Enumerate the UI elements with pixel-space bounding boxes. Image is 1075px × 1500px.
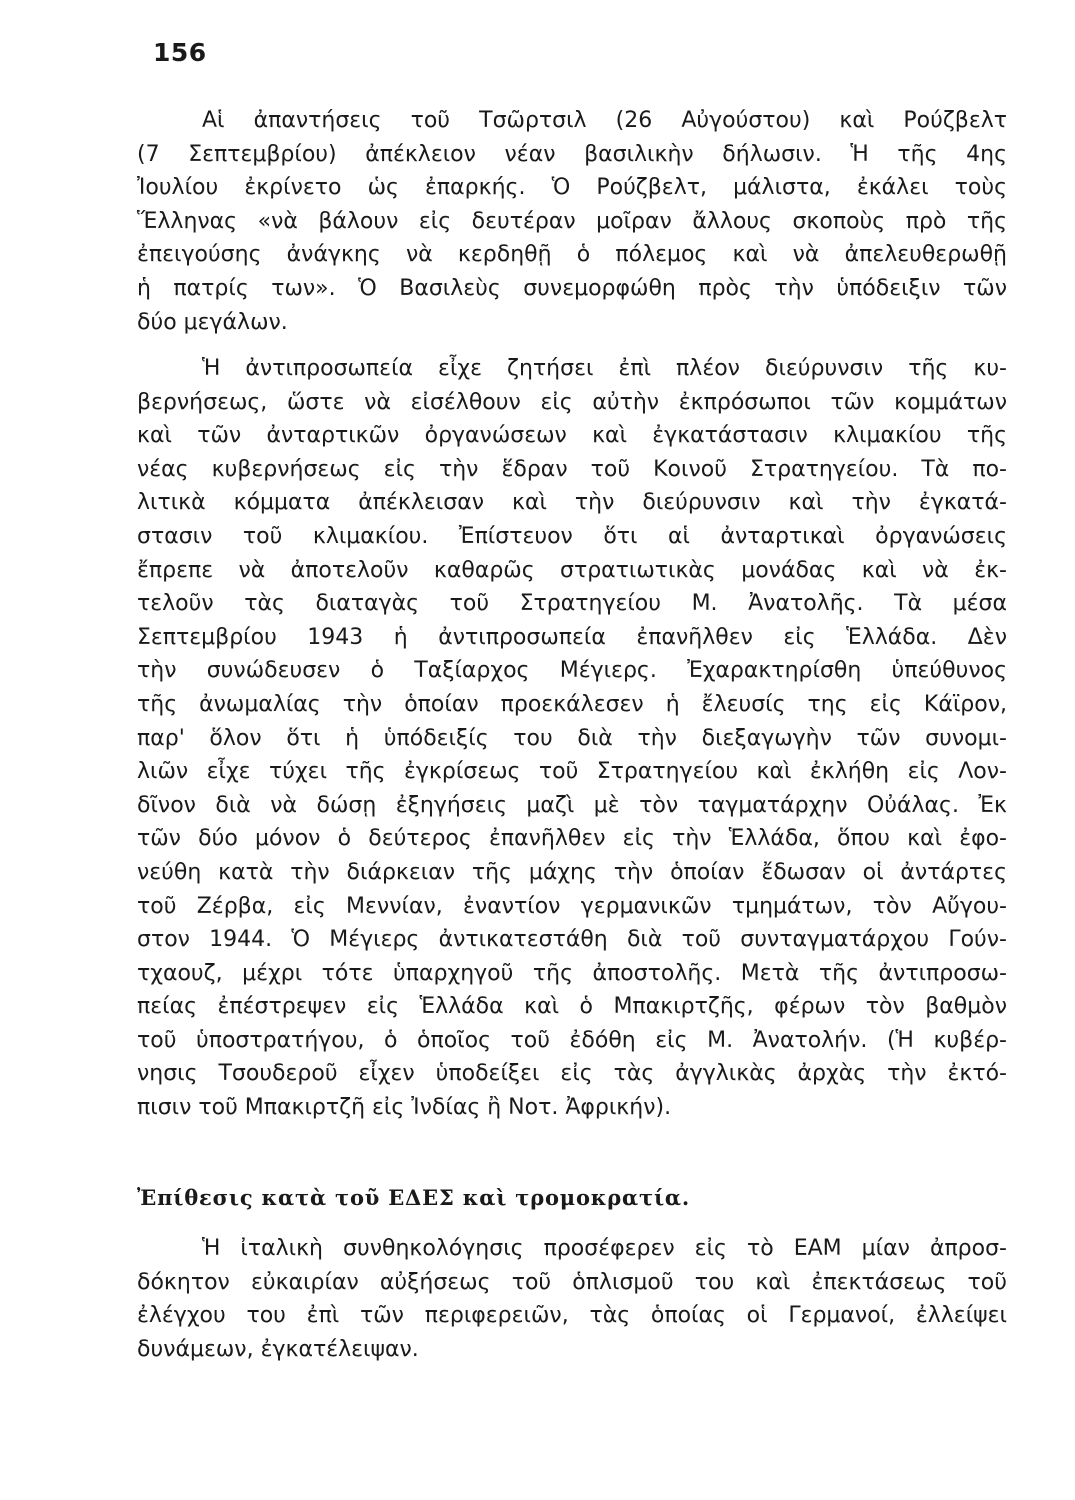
text-line: Σεπτεμβρίου 1943 ἡ ἀντιπροσωπεία ἐπανῆλθεν εἰς Ἑλλάδα. Δὲν <box>137 624 1007 650</box>
text-line: δύο μεγάλων. <box>137 309 288 335</box>
text-line: πείας ἐπέστρεψεν εἰς Ἑλλάδα καὶ ὁ Μπακιρτζῆς, φέρων τὸν βαθμὸν <box>137 994 1007 1020</box>
text-line: τῶν δύο μόνον ὁ δεύτερος ἐπανῆλθεν εἰς τὴν Ἑλλάδα, ὅπου καὶ ἐφο- <box>137 826 1007 852</box>
text-line: ἐπειγούσης ἀνάγκης νὰ κερδηθῇ ὁ πόλεμος καὶ νὰ ἀπελευθερωθῇ <box>137 242 1007 268</box>
text-line: τελοῦν τὰς διαταγὰς τοῦ Στρατηγείου Μ. Ἀνατολῆς. Τὰ μέσα <box>137 591 1007 617</box>
text-line: νεύθη κατὰ τὴν διάρκειαν τῆς μάχης τὴν ὁποίαν ἔδωσαν οἱ ἀντάρτες <box>137 859 1007 885</box>
paragraph-2 <box>137 352 1007 1125</box>
text-line: τοῦ Ζέρβα, εἰς Μεννίαν, ἐναντίον γερμανικῶν τμημάτων, τὸν Αὔγου- <box>137 893 1007 919</box>
text-line: παρ' ὅλον ὅτι ἡ ὑπόδειξίς του διὰ τὴν διεξαγωγὴν τῶν συνομι- <box>137 725 1007 751</box>
paragraph-3 <box>137 1232 1007 1366</box>
text-line: νέας κυβερνήσεως εἰς τὴν ἕδραν τοῦ Κοινοῦ Στρατηγείου. Τὰ πο- <box>137 456 1007 482</box>
text-line: Ἰουλίου ἐκρίνετο ὡς ἐπαρκής. Ὁ Ρούζβελτ, μάλιστα, ἐκάλει τοὺς <box>137 175 1007 201</box>
text-line: στον 1944. Ὁ Μέγιερς ἀντικατεστάθη διὰ τοῦ συνταγματάρχου Γούν- <box>137 927 1007 953</box>
text-line: Ἡ ἰταλικὴ συνθηκολόγησις προσέφερεν εἰς τὸ ΕΑΜ μίαν ἀπροσ- <box>202 1236 1007 1261</box>
text-line: στασιν τοῦ κλιμακίου. Ἐπίστευον ὅτι αἱ ἀνταρτικαὶ ὀργανώσεις <box>137 523 1007 549</box>
text-line: (7 Σεπτεμβρίου) ἀπέκλειον νέαν βασιλικὴν δήλωσιν. Ἡ τῆς 4ης <box>137 141 1007 167</box>
text-line: τῆς ἀνωμαλίας τὴν ὁποίαν προεκάλεσεν ἡ ἔλευσίς της εἰς Κάϊρον, <box>137 691 1007 717</box>
text-line: δῖνον διὰ νὰ δώσῃ ἐξηγήσεις μαζὶ μὲ τὸν ταγματάρχην Οὐάλας. Ἐκ <box>137 792 1007 818</box>
text-line: λιῶν εἶχε τύχει τῆς ἐγκρίσεως τοῦ Στρατηγείου καὶ ἐκλήθη εἰς Λον- <box>137 759 1007 785</box>
text-line: ἡ πατρίς των». Ὁ Βασιλεὺς συνεμορφώθη πρὸς τὴν ὑπόδειξιν τῶν <box>137 275 1007 301</box>
text-line: Ἡ ἀντιπροσωπεία εἶχε ζητήσει ἐπὶ πλέον διεύρυνσιν τῆς κυ- <box>202 356 1007 381</box>
text-line: ἔπρεπε νὰ ἀποτελοῦν καθαρῶς στρατιωτικὰς μονάδας καὶ νὰ ἐκ- <box>137 557 1007 583</box>
text-line: πισιν τοῦ Μπακιρτζῆ εἰς Ἰνδίας ἢ Νοτ. Ἀφρικήν). <box>137 1095 672 1121</box>
text-line: Ἕλληνας «νὰ βάλουν εἰς δευτέραν μοῖραν ἄλλους σκοποὺς πρὸ τῆς <box>137 208 1007 234</box>
text-line: δόκητον εὐκαιρίαν αὐξήσεως τοῦ ὁπλισμοῦ του καὶ ἐπεκτάσεως τοῦ <box>137 1269 1007 1295</box>
section-heading: Ἐπίθεσις κατὰ τοῦ ΕΔΕΣ καὶ τρομοκρατία. <box>137 1185 690 1210</box>
page-number: 156 <box>153 38 207 67</box>
text-line: τὴν συνώδευσεν ὁ Ταξίαρχος Μέγιερς. Ἐχαρακτηρίσθη ὑπεύθυνος <box>137 658 1007 684</box>
paragraph-1 <box>137 104 1007 339</box>
text-line: βερνήσεως, ὥστε νὰ εἰσέλθουν εἰς αὐτὴν ἐκπρόσωποι τῶν κομμάτων <box>137 389 1007 415</box>
text-line: καὶ τῶν ἀνταρτικῶν ὀργανώσεων καὶ ἐγκατάστασιν κλιμακίου τῆς <box>137 423 1007 449</box>
text-line: νησις Τσουδεροῦ εἶχεν ὑποδείξει εἰς τὰς ἀγγλικὰς ἀρχὰς τὴν ἐκτό- <box>137 1061 1007 1087</box>
text-line: λιτικὰ κόμματα ἀπέκλεισαν καὶ τὴν διεύρυνσιν καὶ τὴν ἐγκατά- <box>137 490 1007 516</box>
text-line: τχαουζ, μέχρι τότε ὑπαρχηγοῦ τῆς ἀποστολῆς. Μετὰ τῆς ἀντιπροσω- <box>137 960 1007 986</box>
text-line: Αἱ ἀπαντήσεις τοῦ Τσῶρτσιλ (26 Αὐγούστου) καὶ Ρούζβελτ <box>202 108 1007 133</box>
text-line: δυνάμεων, ἐγκατέλειψαν. <box>137 1336 419 1362</box>
text-line: τοῦ ὑποστρατήγου, ὁ ὁποῖος τοῦ ἐδόθη εἰς Μ. Ἀνατολήν. (Ἡ κυβέρ- <box>137 1027 1007 1053</box>
text-line: ἐλέγχου του ἐπὶ τῶν περιφερειῶν, τὰς ὁποίας οἱ Γερμανοί, ἐλλείψει <box>137 1303 1007 1329</box>
